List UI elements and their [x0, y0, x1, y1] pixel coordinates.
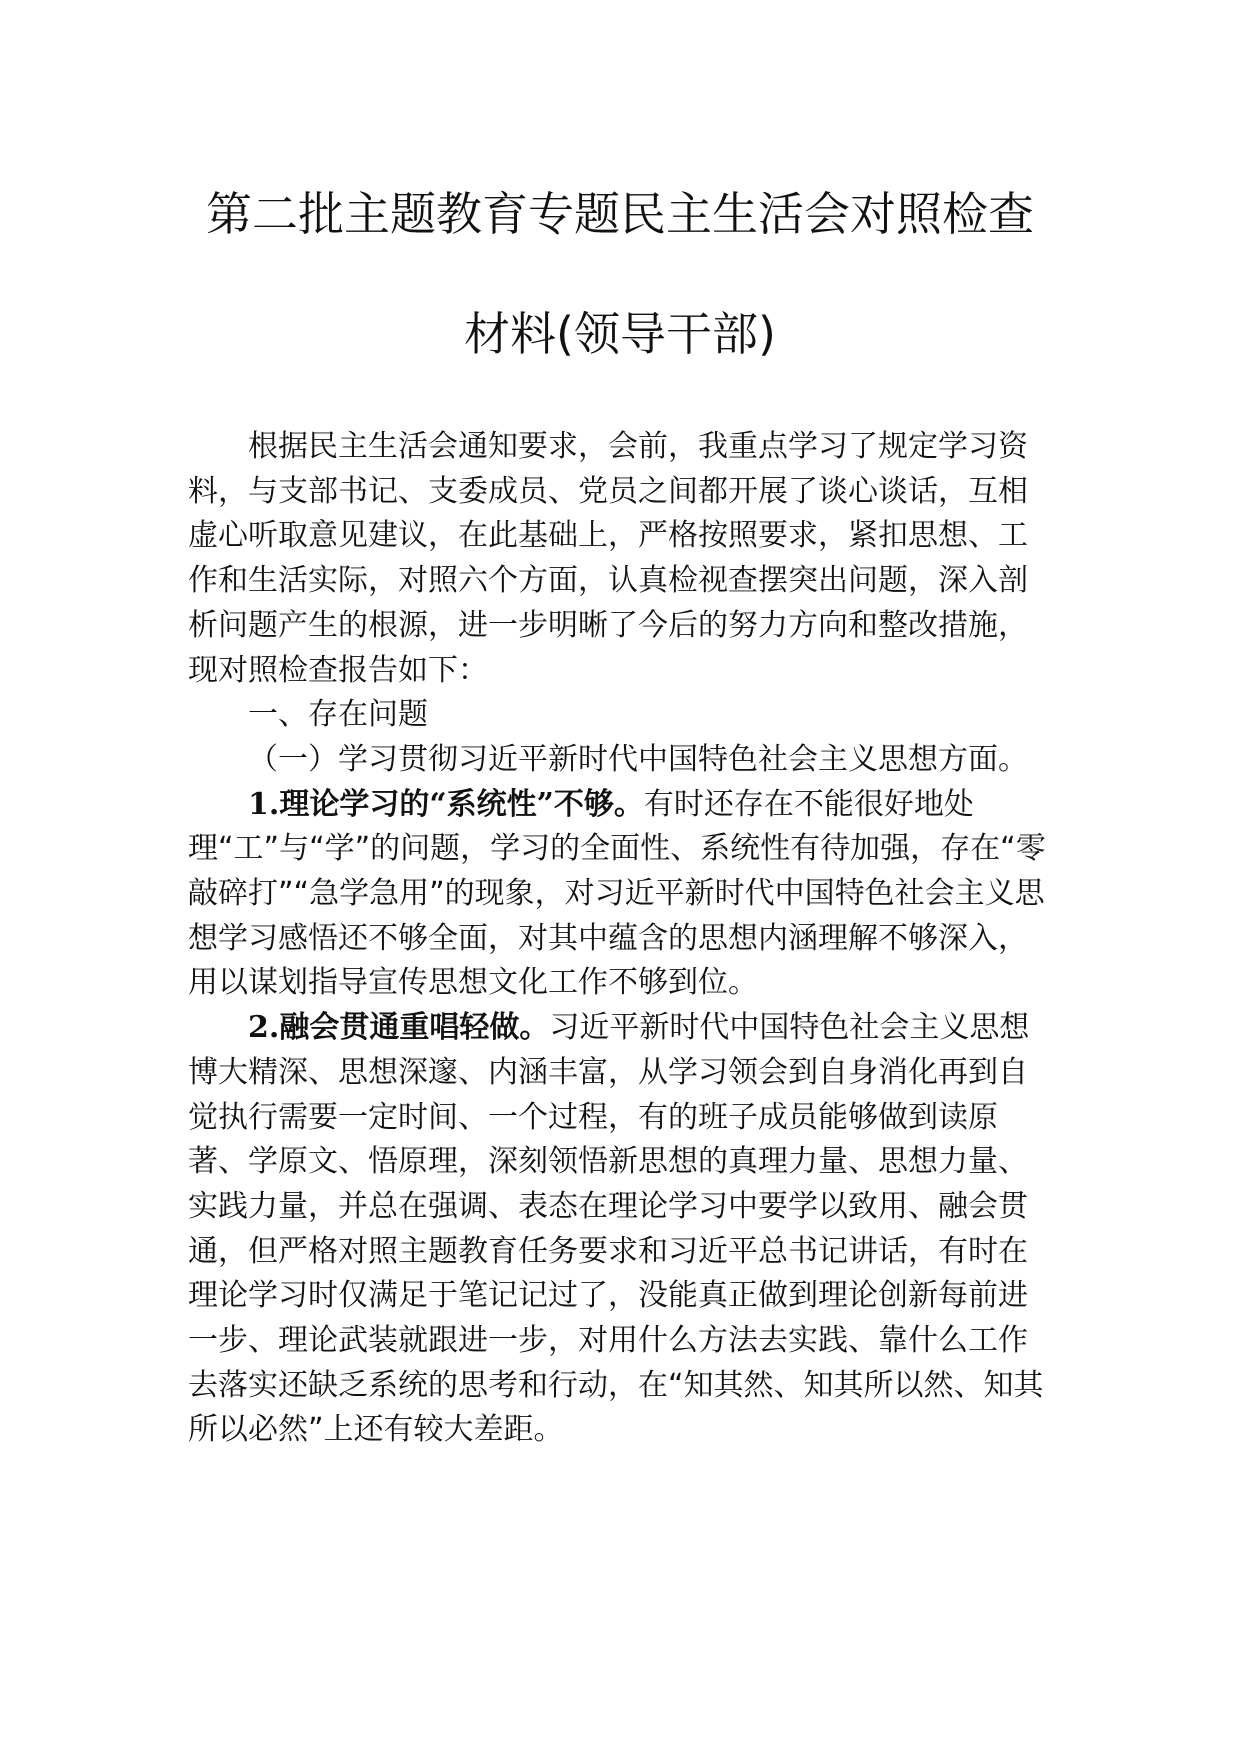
document-body: [188, 425, 1052, 1453]
document-title-line-2: 材料(领导干部): [464, 307, 776, 361]
item-1-paragraph: [188, 783, 1052, 1007]
document-title-line-1: 第二批主题教育专题民主生活会对照检查: [206, 187, 1034, 241]
section-heading: 一、存在问题: [248, 697, 428, 733]
item-2-text: 习近平新时代中国特色社会主义思想博大精深、思想深邃、内涵丰富，从学习领会到自身消化再到自觉执行需要一定时间、一个过程，有的班子成员能够做到读原著、学原文、悟原理，深刻领悟新思想的真理力量、思想力量、实践力量，并总在强调、表态在理论学习中要学以致用、融会贯通，但严格对照主题教育任务要求和习近平总书记讲话，有时在理论学习时仅满足于笔记记过了，没能真正做到理论创新每前进一步、理论武装就跟进一步，对用什么方法去实践、靠什么工作去落实还缺乏系统的思考和行动，在“知其然、知其所以然、知其所以必然”上还有较大差距。: [188, 1010, 1044, 1448]
intro-paragraph: 根据民主生活会通知要求，会前，我重点学习了规定学习资料，与支部书记、支委成员、党员之间都开展了谈心谈话，互相虚心听取意见建议，在此基础上，严格按照要求，紧扣思想、工作和生活实际，对照六个方面，认真检视查摆突出问题，深入剖析问题产生的根源，进一步明晰了今后的努力方向和整改措施，现对照检查报告如下：: [188, 429, 1028, 688]
item-2-lead: 2.融会贯通重唱轻做。: [248, 1010, 550, 1046]
item-1-lead: 1.理论学习的“系统性”不够。: [248, 786, 644, 822]
subsection-heading: （一）学习贯彻习近平新时代中国特色社会主义思想方面。: [248, 741, 1028, 777]
item-1-text: 有时还存在不能很好地处理“工”与“学”的问题，学习的全面性、系统性有待加强，存在“零敲碎打”“急学急用”的现象，对习近平新时代中国特色社会主义思想学习感悟还不够全面，对其中蕴含的思想内涵理解不够深入，用以谋划指导宣传思想文化工作不够到位。: [188, 786, 1046, 1001]
item-2-paragraph: [188, 1006, 1052, 1453]
